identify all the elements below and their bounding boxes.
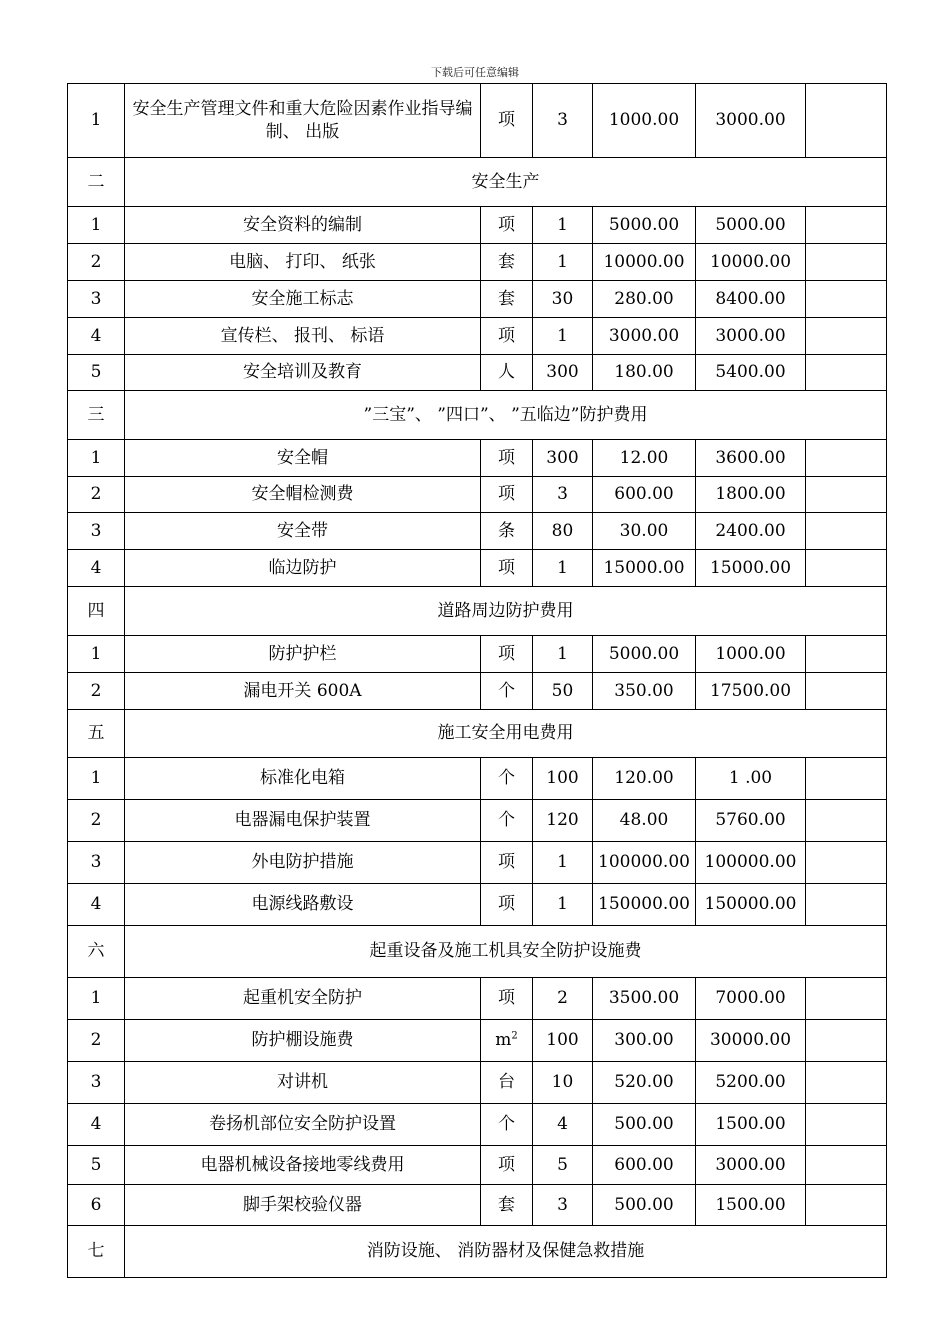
- section-number: 二: [68, 158, 125, 207]
- item-name: 电器机械设备接地零线费用: [125, 1146, 481, 1185]
- item-unit-price: 500.00: [593, 1185, 696, 1226]
- item-unit: [481, 84, 533, 158]
- item-total: 5760.00: [696, 800, 806, 842]
- item-unit: [481, 550, 533, 587]
- item-number: 1: [68, 758, 125, 800]
- item-name: 安全帽: [125, 440, 481, 477]
- item-note: [806, 673, 887, 710]
- item-note: [806, 1104, 887, 1146]
- item-unit-price: 1000.00: [593, 84, 696, 158]
- item-total: 1000.00: [696, 636, 806, 673]
- item-total: 3000.00: [696, 318, 806, 355]
- table-row: [68, 636, 887, 673]
- table-body: [68, 84, 887, 1278]
- item-name: 卷扬机部位安全防护设置: [125, 1104, 481, 1146]
- unit-text: m: [495, 1030, 512, 1051]
- item-unit-price: 500.00: [593, 1104, 696, 1146]
- item-note: [806, 758, 887, 800]
- item-quantity: 1: [533, 318, 593, 355]
- item-number: 5: [68, 355, 125, 391]
- item-number: 4: [68, 318, 125, 355]
- item-total: 2400.00: [696, 513, 806, 550]
- item-number: 4: [68, 1104, 125, 1146]
- item-unit: [481, 318, 533, 355]
- unit-superscript: 2: [511, 1030, 518, 1042]
- item-unit-price: 15000.00: [593, 550, 696, 587]
- item-unit-price: 280.00: [593, 281, 696, 318]
- item-unit-price: 600.00: [593, 477, 696, 513]
- item-unit: [481, 884, 533, 926]
- unit-text: 人: [498, 362, 515, 383]
- unit-text: 项: [498, 110, 515, 131]
- unit-text: 项: [498, 1154, 515, 1175]
- item-quantity: 1: [533, 884, 593, 926]
- section-title: ”三宝”、 ”四口”、 ”五临边”防护费用: [125, 391, 887, 440]
- item-name: 宣传栏、 报刊、 标语: [125, 318, 481, 355]
- item-name: 外电防护措施: [125, 842, 481, 884]
- item-unit-price: 12.00: [593, 440, 696, 477]
- item-total: 8400.00: [696, 281, 806, 318]
- item-quantity: 1: [533, 207, 593, 244]
- item-quantity: 1: [533, 550, 593, 587]
- item-unit-price: 5000.00: [593, 207, 696, 244]
- item-number: 1: [68, 440, 125, 477]
- item-unit-price: 520.00: [593, 1062, 696, 1104]
- safety-cost-table: [67, 83, 887, 1278]
- item-name: 标准化电箱: [125, 758, 481, 800]
- item-name: 临边防护: [125, 550, 481, 587]
- item-number: 2: [68, 1020, 125, 1062]
- item-number: 2: [68, 477, 125, 513]
- item-unit: [481, 281, 533, 318]
- item-unit: [481, 1062, 533, 1104]
- item-quantity: 120: [533, 800, 593, 842]
- unit-text: 条: [498, 520, 515, 541]
- item-unit: [481, 673, 533, 710]
- item-quantity: 80: [533, 513, 593, 550]
- table-row: [68, 1062, 887, 1104]
- item-name: 漏电开关 600A: [125, 673, 481, 710]
- table-row: [68, 1146, 887, 1185]
- item-total: 5000.00: [696, 207, 806, 244]
- item-name: 电脑、 打印、 纸张: [125, 244, 481, 281]
- item-note: [806, 800, 887, 842]
- item-note: [806, 884, 887, 926]
- unit-text: 个: [498, 810, 515, 831]
- item-note: [806, 842, 887, 884]
- item-number: 1: [68, 207, 125, 244]
- unit-text: 个: [498, 768, 515, 789]
- item-quantity: 100: [533, 1020, 593, 1062]
- item-unit: [481, 1146, 533, 1185]
- table-row: [68, 673, 887, 710]
- item-note: [806, 1062, 887, 1104]
- item-unit-price: 10000.00: [593, 244, 696, 281]
- table-row: [68, 355, 887, 391]
- item-unit-price: 100000.00: [593, 842, 696, 884]
- item-note: [806, 244, 887, 281]
- item-number: 2: [68, 800, 125, 842]
- item-unit: [481, 207, 533, 244]
- item-name: 安全帽检测费: [125, 477, 481, 513]
- item-total: 7000.00: [696, 978, 806, 1020]
- item-unit: [481, 1104, 533, 1146]
- item-unit-price: 5000.00: [593, 636, 696, 673]
- item-name: 安全培训及教育: [125, 355, 481, 391]
- item-quantity: 2: [533, 978, 593, 1020]
- item-number: 1: [68, 978, 125, 1020]
- item-unit: [481, 513, 533, 550]
- section-title: 道路周边防护费用: [125, 587, 887, 636]
- item-number: 1: [68, 84, 125, 158]
- item-note: [806, 636, 887, 673]
- item-unit-price: 48.00: [593, 800, 696, 842]
- unit-text: 项: [498, 557, 515, 578]
- item-unit: [481, 758, 533, 800]
- item-note: [806, 318, 887, 355]
- item-name: 安全带: [125, 513, 481, 550]
- unit-text: 项: [498, 643, 515, 664]
- unit-text: 项: [498, 894, 515, 915]
- table-row: [68, 207, 887, 244]
- section-number: 七: [68, 1226, 125, 1278]
- item-total: 1800.00: [696, 477, 806, 513]
- unit-text: 套: [498, 288, 515, 309]
- item-number: 3: [68, 1062, 125, 1104]
- item-unit: [481, 355, 533, 391]
- item-total: 30000.00: [696, 1020, 806, 1062]
- item-name: 防护棚设施费: [125, 1020, 481, 1062]
- section-row: [68, 926, 887, 978]
- item-note: [806, 355, 887, 391]
- table-row: [68, 842, 887, 884]
- item-unit-price: 150000.00: [593, 884, 696, 926]
- section-number: 四: [68, 587, 125, 636]
- item-unit-price: 3500.00: [593, 978, 696, 1020]
- item-name: 电器漏电保护装置: [125, 800, 481, 842]
- item-unit: [481, 636, 533, 673]
- item-quantity: 300: [533, 355, 593, 391]
- item-total: 3600.00: [696, 440, 806, 477]
- item-total: 5400.00: [696, 355, 806, 391]
- table-row: [68, 477, 887, 513]
- item-quantity: 3: [533, 477, 593, 513]
- item-name: 脚手架校验仪器: [125, 1185, 481, 1226]
- section-number: 三: [68, 391, 125, 440]
- item-total: 1500.00: [696, 1104, 806, 1146]
- item-total: 17500.00: [696, 673, 806, 710]
- unit-text: 项: [498, 852, 515, 873]
- section-row: [68, 587, 887, 636]
- item-number: 3: [68, 281, 125, 318]
- item-number: 6: [68, 1185, 125, 1226]
- item-quantity: 4: [533, 1104, 593, 1146]
- item-total: 10000.00: [696, 244, 806, 281]
- table-row: [68, 84, 887, 158]
- section-row: [68, 391, 887, 440]
- item-quantity: 300: [533, 440, 593, 477]
- section-title: 施工安全用电费用: [125, 710, 887, 758]
- item-unit-price: 30.00: [593, 513, 696, 550]
- table-row: [68, 318, 887, 355]
- item-quantity: 1: [533, 842, 593, 884]
- item-unit-price: 350.00: [593, 673, 696, 710]
- item-total: 3000.00: [696, 1146, 806, 1185]
- unit-text: 项: [498, 988, 515, 1009]
- item-unit: [481, 800, 533, 842]
- item-quantity: 1: [533, 244, 593, 281]
- item-unit: [481, 440, 533, 477]
- item-note: [806, 207, 887, 244]
- section-title: 安全生产: [125, 158, 887, 207]
- unit-text: 项: [498, 214, 515, 235]
- unit-text: 套: [498, 251, 515, 272]
- item-total: 5200.00: [696, 1062, 806, 1104]
- item-unit: [481, 1185, 533, 1226]
- item-total: 1500.00: [696, 1185, 806, 1226]
- item-number: 2: [68, 673, 125, 710]
- unit-text: 项: [498, 325, 515, 346]
- item-unit: [481, 244, 533, 281]
- item-number: 5: [68, 1146, 125, 1185]
- item-unit-price: 180.00: [593, 355, 696, 391]
- item-note: [806, 978, 887, 1020]
- table-row: [68, 758, 887, 800]
- item-note: [806, 1146, 887, 1185]
- table-row: [68, 1020, 887, 1062]
- item-quantity: 3: [533, 1185, 593, 1226]
- item-name: 安全施工标志: [125, 281, 481, 318]
- item-number: 1: [68, 636, 125, 673]
- item-total: 1 .00: [696, 758, 806, 800]
- section-title: 起重设备及施工机具安全防护设施费: [125, 926, 887, 978]
- item-number: 3: [68, 513, 125, 550]
- item-note: [806, 1185, 887, 1226]
- item-unit: [481, 1020, 533, 1062]
- item-quantity: 5: [533, 1146, 593, 1185]
- item-name: 对讲机: [125, 1062, 481, 1104]
- page-header-note: 下载后可任意编辑: [431, 66, 519, 79]
- item-note: [806, 84, 887, 158]
- item-note: [806, 1020, 887, 1062]
- item-number: 4: [68, 884, 125, 926]
- section-row: [68, 710, 887, 758]
- item-number: 4: [68, 550, 125, 587]
- item-note: [806, 477, 887, 513]
- item-unit-price: 120.00: [593, 758, 696, 800]
- item-name: 安全资料的编制: [125, 207, 481, 244]
- unit-text: 台: [498, 1072, 515, 1093]
- table-row: [68, 1104, 887, 1146]
- item-quantity: 30: [533, 281, 593, 318]
- item-name: 安全生产管理文件和重大危险因素作业指导编制、 出版: [125, 84, 481, 158]
- item-note: [806, 440, 887, 477]
- item-quantity: 10: [533, 1062, 593, 1104]
- item-unit-price: 300.00: [593, 1020, 696, 1062]
- item-name: 电源线路敷设: [125, 884, 481, 926]
- table-row: [68, 244, 887, 281]
- table-row: [68, 1185, 887, 1226]
- table-row: [68, 978, 887, 1020]
- unit-text: 项: [498, 484, 515, 505]
- item-note: [806, 281, 887, 318]
- unit-text: 个: [498, 680, 515, 701]
- item-unit-price: 600.00: [593, 1146, 696, 1185]
- section-number: 六: [68, 926, 125, 978]
- item-total: 3000.00: [696, 84, 806, 158]
- item-quantity: 1: [533, 636, 593, 673]
- table-row: [68, 884, 887, 926]
- item-unit: [481, 978, 533, 1020]
- section-title: 消防设施、 消防器材及保健急救措施: [125, 1226, 887, 1278]
- section-row: [68, 1226, 887, 1278]
- item-quantity: 100: [533, 758, 593, 800]
- item-total: 100000.00: [696, 842, 806, 884]
- item-number: 3: [68, 842, 125, 884]
- table-row: [68, 800, 887, 842]
- item-total: 150000.00: [696, 884, 806, 926]
- item-name: 起重机安全防护: [125, 978, 481, 1020]
- item-quantity: 3: [533, 84, 593, 158]
- section-number: 五: [68, 710, 125, 758]
- section-row: [68, 158, 887, 207]
- item-unit: [481, 477, 533, 513]
- table-row: [68, 550, 887, 587]
- item-quantity: 50: [533, 673, 593, 710]
- item-unit: [481, 842, 533, 884]
- unit-text: 套: [498, 1194, 515, 1215]
- item-note: [806, 550, 887, 587]
- item-unit-price: 3000.00: [593, 318, 696, 355]
- unit-text: 项: [498, 447, 515, 468]
- table-row: [68, 513, 887, 550]
- table-row: [68, 440, 887, 477]
- item-name: 防护护栏: [125, 636, 481, 673]
- item-note: [806, 513, 887, 550]
- unit-text: 个: [498, 1114, 515, 1135]
- table-row: [68, 281, 887, 318]
- item-total: 15000.00: [696, 550, 806, 587]
- item-number: 2: [68, 244, 125, 281]
